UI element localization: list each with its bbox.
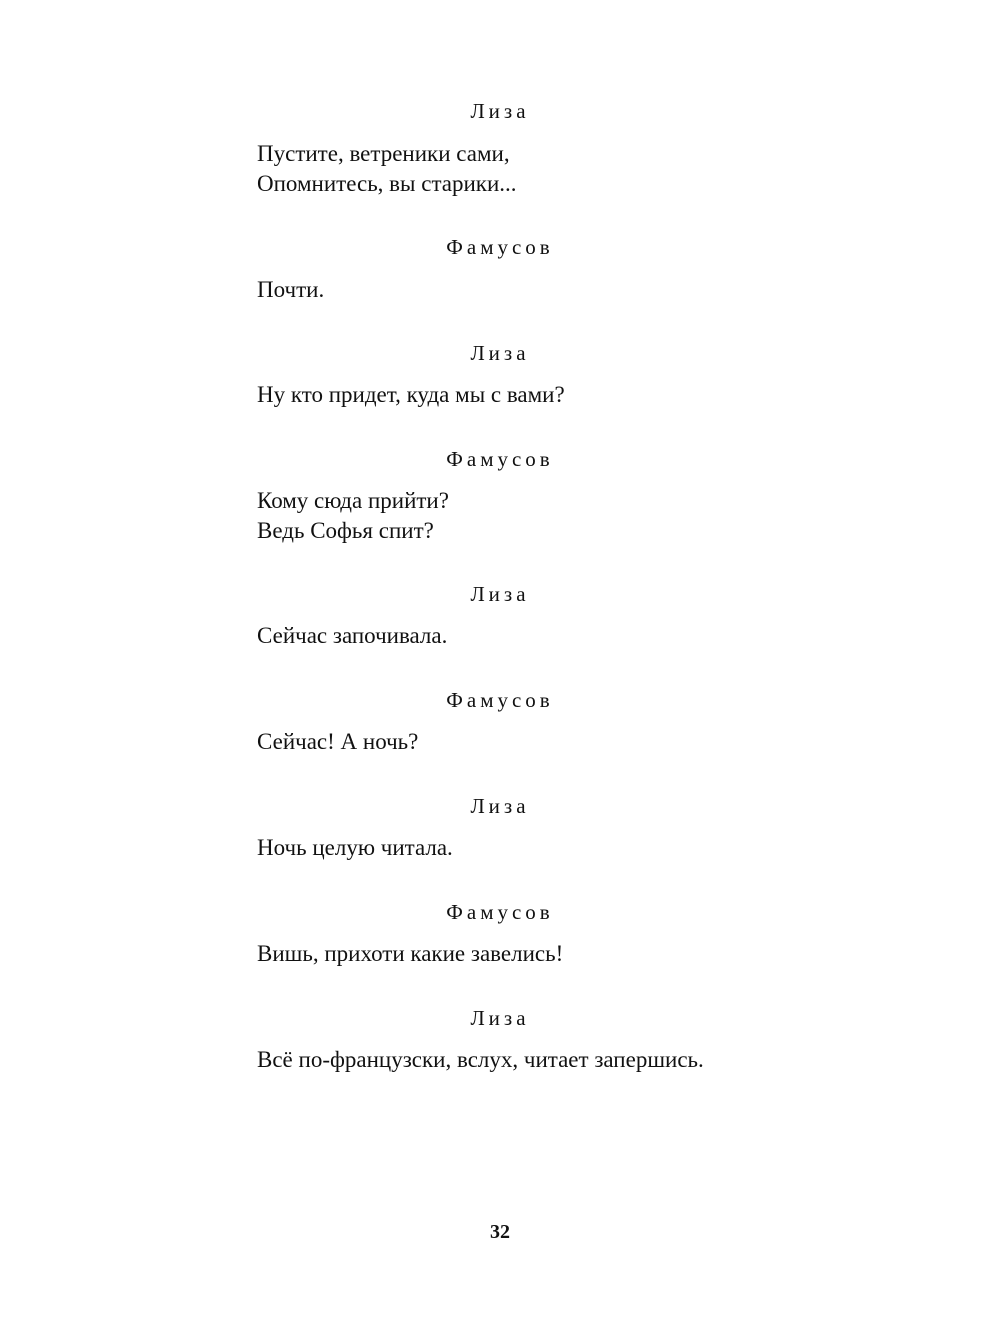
speaker-name: Лиза xyxy=(470,99,530,123)
dialogue-line: Сейчас започивала. xyxy=(257,623,448,648)
page-number: 32 xyxy=(490,1221,510,1243)
speaker-name: Лиза xyxy=(470,1006,530,1030)
dialogue-line: Сейчас! А ночь? xyxy=(257,729,419,754)
speaker-name: Фамусов xyxy=(446,235,554,259)
dialogue-line: Вишь, прихоти какие завелись! xyxy=(257,941,564,966)
speaker-name: Фамусов xyxy=(446,447,554,471)
dialogue-line: Ведь Софья спит? xyxy=(257,518,434,543)
dialogue-line: Пустите, ветреники сами, xyxy=(257,141,510,166)
dialogue-line: Ночь целую читала. xyxy=(257,835,453,860)
speaker-name: Фамусов xyxy=(446,688,554,712)
dialogue-line: Ну кто придет, куда мы с вами? xyxy=(257,382,565,407)
dialogue-line: Кому сюда прийти? xyxy=(257,488,449,513)
speaker-name: Лиза xyxy=(470,794,530,818)
speaker-name: Фамусов xyxy=(446,900,554,924)
speaker-name: Лиза xyxy=(470,582,530,606)
dialogue-line: Всё по-французски, вслух, читает запершись. xyxy=(257,1047,704,1072)
dialogue-line: Почти. xyxy=(257,277,325,302)
speaker-name: Лиза xyxy=(470,341,530,365)
dialogue-line: Опомнитесь, вы старики... xyxy=(257,171,517,196)
